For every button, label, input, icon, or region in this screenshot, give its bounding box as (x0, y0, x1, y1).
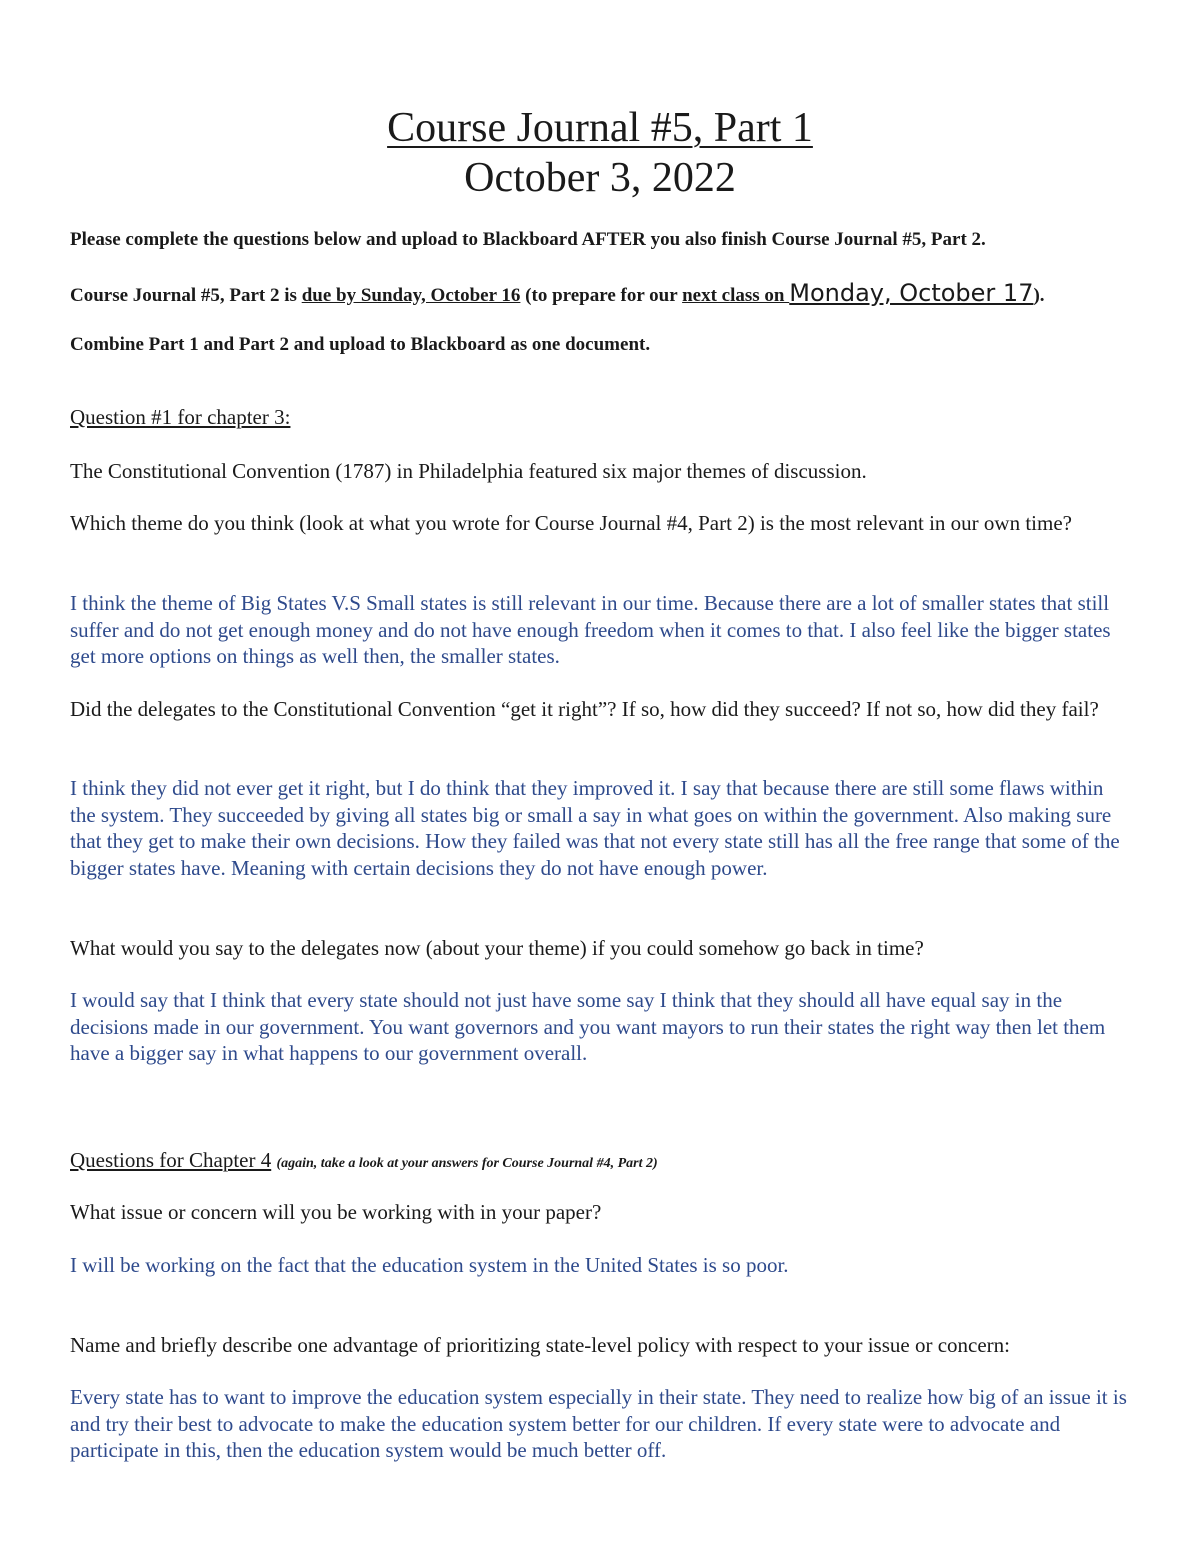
document-date: October 3, 2022 (464, 155, 736, 201)
chapter4-answer-1: I will be working on the fact that the education system in the United States is so poor. (70, 1253, 789, 1277)
chapter4-question-1: What issue or concern will you be working with in your paper? (70, 1200, 602, 1224)
instruction-line-2: Course Journal #5, Part 2 is due by Sunday, October 16 (to prepare for our next class on Monday, October 17). (70, 279, 1045, 307)
next-class-date: Monday, October 17 (789, 279, 1034, 307)
instruction-line-3: Combine Part 1 and Part 2 and upload to Blackboard as one document. (70, 334, 651, 355)
instruction-line-1: Please complete the questions below and upload to Blackboard AFTER you also finish Course Journal #5, Part 2. (70, 229, 986, 250)
chapter3-heading: Question #1 for chapter 3: (70, 405, 291, 429)
chapter3-answer-1: I think the theme of Big States V.S Small states is still relevant in our time. Because there are a lot of smaller states that still suffer and do not get enough money and do not have enough freedom when it comes to that. I also feel like the bigger states get more options on things as well then, the smaller states. (70, 591, 1111, 668)
chapter3-question-3: What would you say to the delegates now (about your theme) if you could somehow go back in time? (70, 936, 924, 960)
chapter4-heading-line (70, 1147, 1132, 1178)
chapter4-answer-2: Every state has to want to improve the education system especially in their state. They need to realize how big of an issue it is and try their best to advocate to make the education system better for our children. If every state were to advocate and participate in this, then the education system would be much better off. (70, 1385, 1127, 1462)
chapter3-answer-2: I think they did not ever get it right, but I do think that they improved it. I say that because there are still some flaws within the system. They succeeded by giving all states big or small a say in what goes on within the government. Also making sure that they get to make their own decisions. How they failed was that not every state still has all the free range that some of the bigger states have. Meaning with certain decisions they do not have enough power. (70, 776, 1120, 880)
chapter4-question-2: Name and briefly describe one advantage of prioritizing state-level policy with respect to your issue or concern: (70, 1333, 1010, 1357)
chapter3-question-2: Did the delegates to the Constitutional Convention “get it right”? If so, how did they succeed? If not so, how did they fail? (70, 697, 1099, 721)
chapter3-question-1: Which theme do you think (look at what you wrote for Course Journal #4, Part 2) is the most relevant in our own time? (70, 511, 1072, 535)
chapter4-heading: Questions for Chapter 4 (70, 1148, 272, 1172)
chapter4-heading-note: (again, take a look at your answers for Course Journal #4, Part 2) (276, 1156, 658, 1171)
chapter3-answer-3: I would say that I think that every state should not just have some say I think that they should all have equal say in the decisions made in our government. You want governors and you want mayors to run their states the right way then let them have a bigger say in what happens to our government overall. (70, 988, 1106, 1065)
chapter3-intro: The Constitutional Convention (1787) in Philadelphia featured six major themes of discussion. (70, 459, 867, 483)
document-title: Course Journal #5, Part 1 (387, 105, 813, 151)
